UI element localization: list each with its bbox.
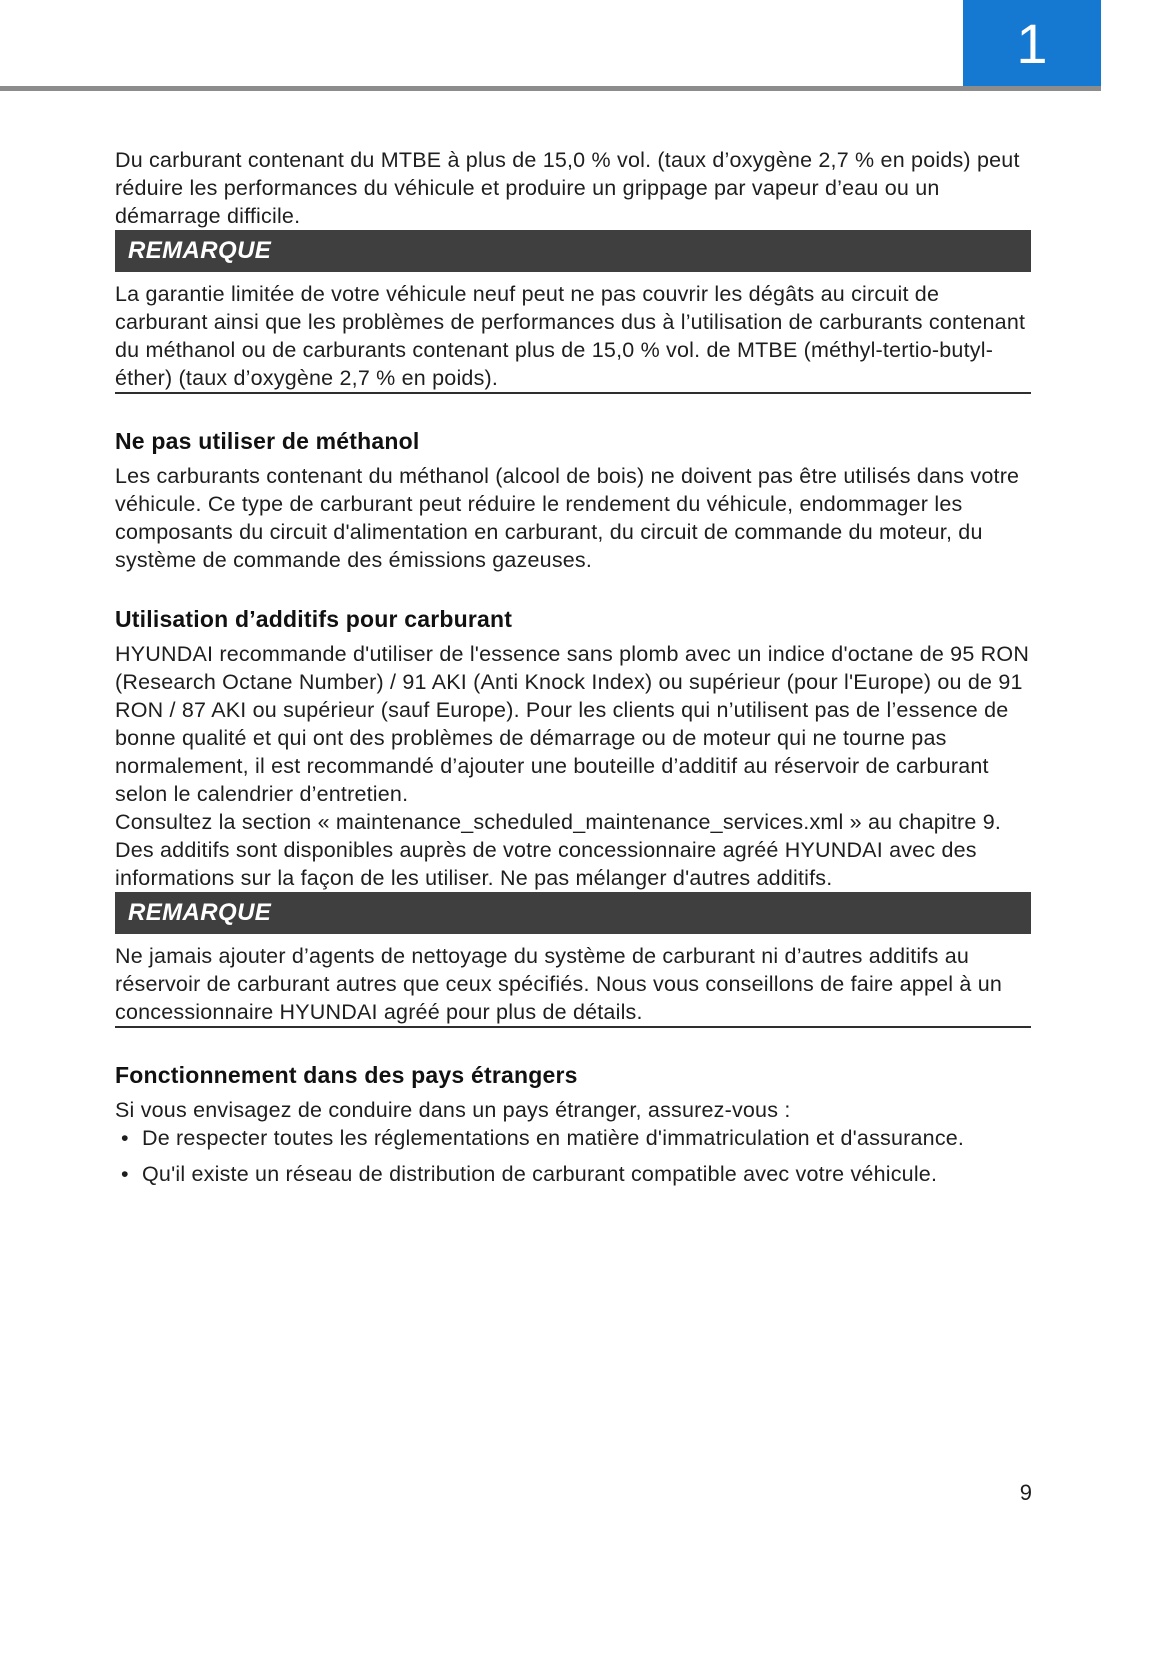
- section-divider-1: [115, 392, 1031, 394]
- remark-2-body: Ne jamais ajouter d’agents de nettoyage du système de carburant ni d’autres additifs au réservoir de carburant autres que ceux spécifiés. Nous vous conseillons de faire appel à un concessionnaire HYUNDAI agréé pour plus de détails.: [115, 944, 1003, 1024]
- page-content: [115, 146, 1031, 1188]
- remark-1-body: La garantie limitée de votre véhicule neuf peut ne pas couvrir les dégâts au circuit de carburant ainsi que les problèmes de performances dus à l’utilisation de carburants contenant du méthanol ou de carburants contenant plus de 15,0 % vol. de MTBE (méthyl-tertio-butyl-éther) (taux d’oxygène 2,7 % en poids).: [115, 282, 1026, 390]
- bullet-icon: •: [121, 1126, 129, 1150]
- remark-banner-2: [115, 892, 1031, 934]
- section-additifs-p2: Consultez la section « maintenance_scheduled_maintenance_services.xml » au chapitre 9.: [115, 810, 1002, 834]
- remark-label: REMARQUE: [128, 899, 272, 926]
- page-number: 9: [1019, 1480, 1032, 1505]
- bullet-list: [115, 1124, 1031, 1188]
- section-divider-2: [115, 1026, 1031, 1028]
- section-additifs-p3: Des additifs sont disponibles auprès de votre concessionnaire agréé HYUNDAI avec des informations sur la façon de les utiliser. Ne pas mélanger d'autres additifs.: [115, 838, 977, 890]
- remark-banner-1: [115, 230, 1031, 272]
- section-additifs-p1: HYUNDAI recommande d'utiliser de l'essence sans plomb avec un indice d'octane de 95 RON (Research Octane Number) / 91 AKI (Anti Knock Index) ou supérieur (pour l'Europe) ou de 91 RON / 87 AKI ou supérieur (sauf Europe). Pour les clients qui n’utilisent pas de l’essence de bonne qualité et qui ont des problèmes de démarrage ou de moteur qui ne tourne pas normalement, il est recommandé d’ajouter une bouteille d’additif au réservoir de carburant selon le calendrier d’entretien.: [115, 642, 1030, 806]
- list-item: [115, 1160, 1031, 1188]
- chapter-number: 1: [1016, 11, 1048, 75]
- list-item: [115, 1124, 1031, 1152]
- intro-paragraph: Du carburant contenant du MTBE à plus de 15,0 % vol. (taux d’oxygène 2,7 % en poids) peut réduire les performances du véhicule et produire un grippage par vapeur d’eau ou un démarrage difficile.: [115, 148, 1020, 228]
- section-title-methanol: Ne pas utiliser de méthanol: [115, 428, 420, 454]
- section-title-pays-etrangers: Fonctionnement dans des pays étrangers: [115, 1062, 578, 1088]
- bullet-text: Qu'il existe un réseau de distribution de carburant compatible avec votre véhicule.: [142, 1162, 938, 1186]
- chapter-tab: [963, 0, 1101, 86]
- section-methanol-body: Les carburants contenant du méthanol (alcool de bois) ne doivent pas être utilisés dans votre véhicule. Ce type de carburant peut réduire le rendement du véhicule, endommager les composants du circuit d'alimentation en carburant, du circuit de commande du moteur, du système de commande des émissions gazeuses.: [115, 464, 1020, 572]
- bullet-icon: •: [121, 1162, 129, 1186]
- bullet-text: De respecter toutes les réglementations en matière d'immatriculation et d'assurance.: [142, 1126, 965, 1150]
- section-title-additifs: Utilisation d’additifs pour carburant: [115, 606, 513, 632]
- remark-label: REMARQUE: [128, 237, 272, 264]
- header-rule: [0, 86, 1101, 91]
- section-pays-intro: Si vous envisagez de conduire dans un pays étranger, assurez-vous :: [115, 1098, 791, 1122]
